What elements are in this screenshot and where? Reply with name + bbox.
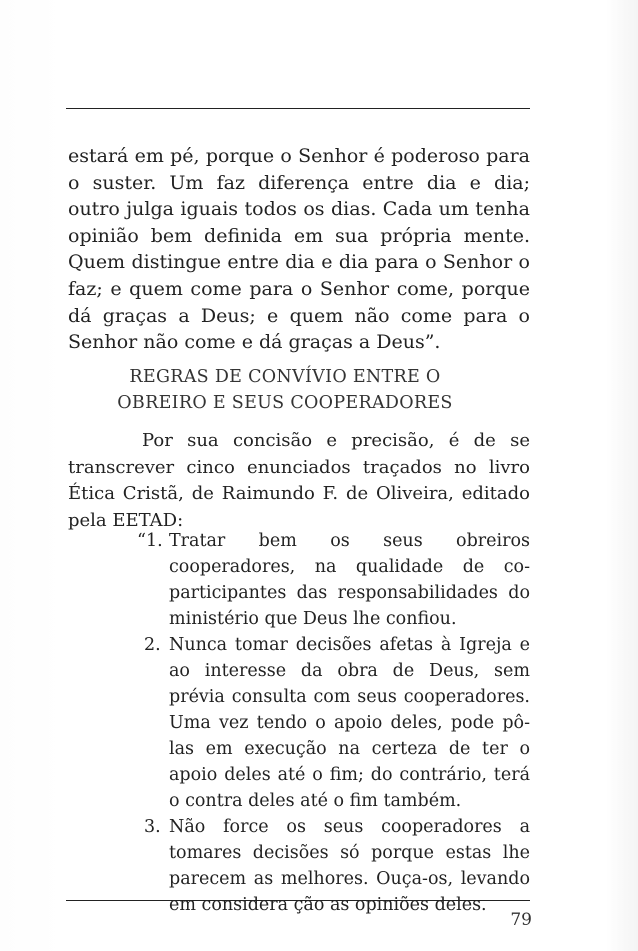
rules-list (137, 528, 530, 918)
intro-paragraph: Por sua concisão e precisão, é de se transcrever cinco enunciados traçados no livro Ética Cristã, de Raimundo F. de Oliveira, editado pela EETAD: (68, 430, 530, 531)
section-heading (68, 364, 530, 416)
rule-text: Tratar bem os seus obreiros cooperadores, na qualidade de co-participantes das responsabilidades do ministério que Deus lhe confiou. (169, 531, 530, 629)
rule-text: Nunca tomar decisões afetas à Igreja e ao interesse da obra de Deus, sem prévia consulta com seus cooperadores. Uma vez tendo o apoio deles, pode pô-las em execução na certeza de ter o apoio deles até o fim; do contrário, terá o contra deles até o fim também. (169, 635, 530, 811)
rule-number: 2. (144, 635, 161, 655)
rule-item-1 (137, 528, 530, 632)
section-heading-line-2: OBREIRO E SEUS COOPERADORES (117, 393, 453, 413)
rule-item-2 (144, 632, 530, 814)
body-paragraph: estará em pé, porque o Senhor é poderoso para o suster. Um faz diferença entre dia e dia; outro julga iguais todos os dias. Cada um tenha opinião bem definida em sua própria mente. Quem distingue entre dia e dia para o Senhor o faz; e quem come para o Senhor come, porque dá graças a Deus; e quem não come para o Senhor não come e dá graças a Deus”. (68, 145, 530, 354)
section-heading-line-1: REGRAS DE CONVÍVIO ENTRE O (129, 367, 441, 387)
rule-number: 3. (144, 817, 161, 837)
top-rule (66, 108, 530, 109)
rule-number: “1. (137, 531, 163, 551)
rule-item-3 (144, 814, 530, 918)
bottom-rule (66, 900, 530, 901)
page-number: 79 (510, 910, 532, 930)
rule-text: Não force os seus cooperadores a tomares decisões só porque estas lhe parecem as melhores. Ouça-os, levando em considera ção as opiniões deles. (169, 817, 530, 915)
